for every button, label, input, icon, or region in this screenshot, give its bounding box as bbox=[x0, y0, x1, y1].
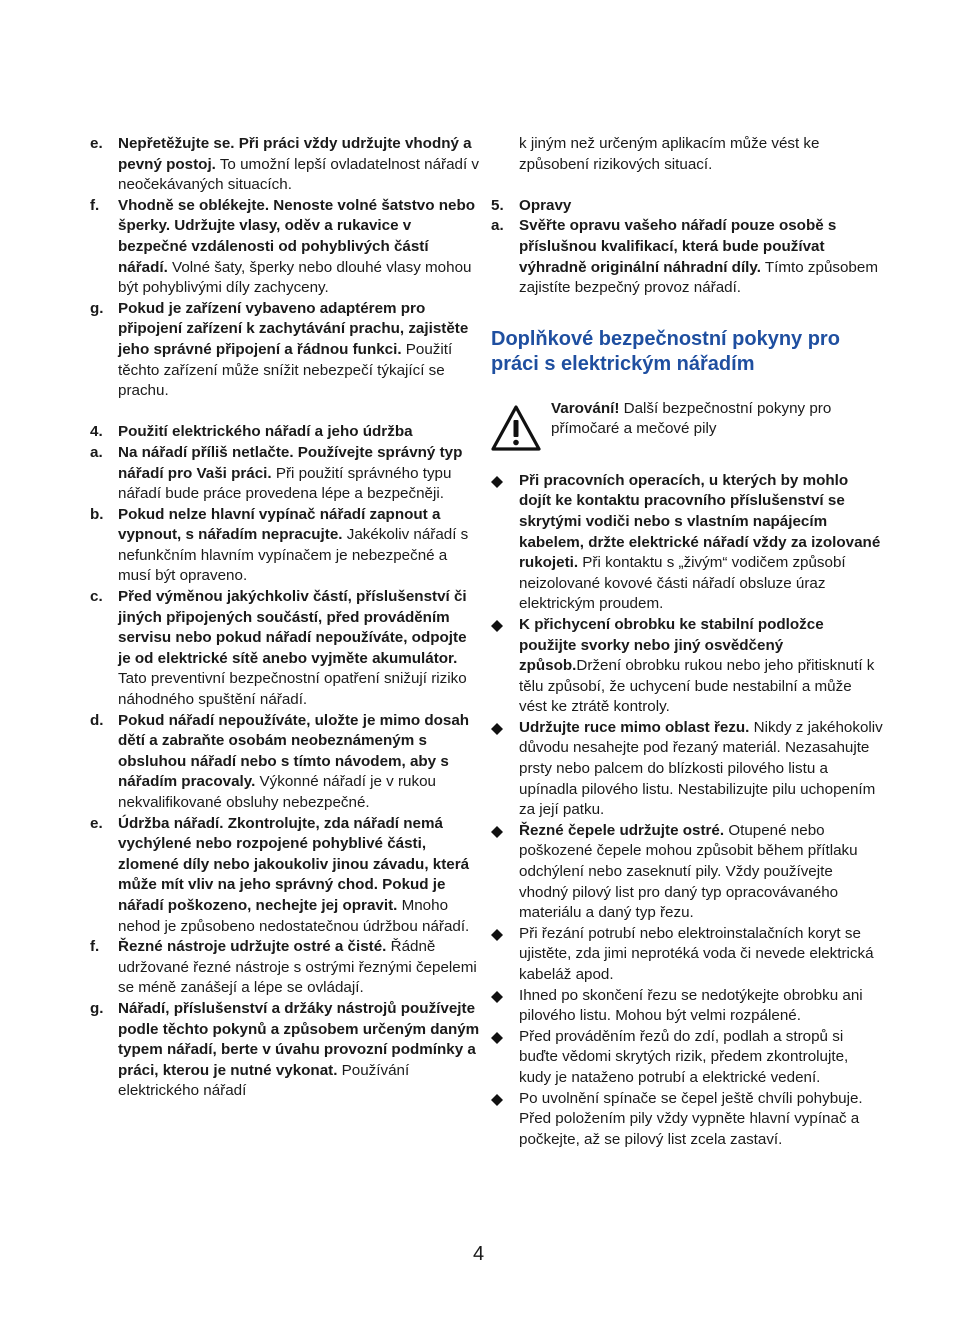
diamond-bullet-icon bbox=[491, 924, 519, 986]
bullet-item bbox=[491, 718, 883, 821]
item-bold-text: Údržba nářadí. Zkontrolujte, zda nářadí nemá vychýlené nebo rozpojené pohyblivé části, zlomené díly nebo jakoukoliv jinou závadu, která může mít vliv na jeho správný chod. Pokud je nářadí poškozeno, nechejte jej opravit. bbox=[118, 814, 470, 914]
bullet-normal-text: Po uvolnění spínače se čepel ještě chvíli pohybuje. Před položením pily vždy vypněte hlavní vypínač a počkejte, až se pilový list zcela zastaví. bbox=[519, 1089, 863, 1148]
section-heading bbox=[90, 422, 482, 443]
warning-label: Varování! bbox=[551, 399, 620, 417]
item-text bbox=[118, 587, 482, 711]
bullet-normal-text: Ihned po skončení řezu se nedotýkejte obrobku ani pilového listu. Mohou být velmi rozpálené. bbox=[519, 986, 863, 1025]
bullet-normal-text: Držení obrobku rukou nebo jeho přitisknutí k tělu způsobí, že uchycení bude nestabilní a může vést ke ztrátě kontroly. bbox=[519, 657, 875, 716]
item-normal-text: Tato preventivní bezpečnostní opatření snižují riziko náhodného spuštění nářadí. bbox=[118, 670, 467, 709]
item-bold-text: Pokud je zařízení vybaveno adaptérem pro připojení zařízení k zachytávání prachu, zajistěte jeho správné připojení a řádnou funkci. bbox=[118, 299, 469, 358]
item-text bbox=[118, 999, 482, 1102]
bullet-text bbox=[519, 718, 883, 821]
item-label: f. bbox=[90, 196, 100, 214]
bullet-list bbox=[491, 471, 883, 1151]
item-bold-text: Vhodně se oblékejte. Nenoste volné šatstvo nebo šperky. Udržujte vlasy, oděv a rukavice v bezpečné vzdálenosti od pohyblivých částí nářadí. bbox=[118, 196, 475, 276]
section-title: Opravy bbox=[519, 196, 572, 214]
item-normal-text: Mnoho nehod je způsobeno nedostatečnou údržbou nářadí. bbox=[118, 896, 470, 935]
item-normal-text: Volné šaty, šperky nebo dlouhé vlasy mohou být pohyblivými díly zachyceny. bbox=[118, 258, 472, 297]
diamond-bullet-icon bbox=[491, 821, 519, 924]
item-label: c. bbox=[90, 588, 103, 606]
bullet-text bbox=[519, 924, 883, 986]
bullet-normal-text: Při řezání potrubí nebo elektroinstalačních koryt se ujistěte, zda jimi neprotéká voda či nevede elektrická kabeláž apod. bbox=[519, 924, 874, 983]
section-number: 4. bbox=[90, 423, 103, 441]
list-item bbox=[491, 216, 883, 298]
bullet-item bbox=[491, 1027, 883, 1089]
bullet-normal-text: Otupené nebo poškozené čepele mohou způsobit během přítlaku odchýlení nebo zaseknutí pily. Vždy používejte vhodný pilový list pro daný typ opracovávaného materiálu a daný typ řezu. bbox=[519, 821, 858, 922]
diamond-bullet-icon bbox=[491, 718, 519, 821]
bullet-bold-text: Udržujte ruce mimo oblast řezu. bbox=[519, 718, 750, 736]
item-text bbox=[118, 505, 482, 587]
item-normal-text: Řádně udržované řezné nástroje s ostrými řeznými čepelemi se méně zanášejí a lépe se ovládají. bbox=[118, 938, 477, 997]
bullet-text bbox=[519, 986, 883, 1027]
item-label: g. bbox=[90, 999, 104, 1017]
item-bold-text: Pokud nářadí nepoužíváte, uložte je mimo dosah dětí a zabraňte osobám neobeznámeným s obsluhou nářadí nebo s tímto návodem, aby s nářadím pracovaly. bbox=[118, 711, 470, 791]
item-bold-text: Nepřetěžujte se. Při práci vždy udržujte vhodný a pevný postoj. bbox=[118, 135, 472, 173]
right-column bbox=[491, 134, 883, 1150]
item-bold-text: Řezné nástroje udržujte ostré a čisté. bbox=[118, 938, 387, 956]
bullet-normal-text: Při kontaktu s „živým“ vodičem způsobí neizolované kovové části nářadí obsluze úraz elektrickým proudem. bbox=[519, 554, 846, 613]
item-label: b. bbox=[90, 505, 104, 523]
item-normal-text: Tímto způsobem zajistíte bezpečný provoz nářadí. bbox=[519, 258, 878, 297]
left-column bbox=[90, 134, 482, 1102]
warning-text bbox=[551, 399, 883, 440]
item-normal-text: Při použití správného typu nářadí bude práce provedena lépe a bezpečněji. bbox=[118, 464, 452, 503]
list-item bbox=[90, 299, 482, 402]
item-bold-text: Nářadí, příslušenství a držáky nástrojů používejte podle těchto pokynů a způsobem určeným daným typem nářadí, berte v úvahu provozní podmínky a práci, kterou je nutné vykonat. bbox=[118, 999, 480, 1079]
item-text bbox=[118, 443, 482, 505]
section-title: Použití elektrického nářadí a jeho údržba bbox=[118, 423, 413, 441]
bullet-normal-text: Nikdy z jakéhokoliv důvodu nesahejte pod řezaný materiál. Nezasahujte prsty nebo palcem do blízkosti pilového listu a upínadla pilového listu. Nestabilizujte pilu uchopením za její patku. bbox=[519, 718, 883, 819]
item-normal-text: To umožní lepší ovladatelnost nářadí v neočekávaných situacích. bbox=[118, 155, 480, 194]
diamond-bullet-icon bbox=[491, 1089, 519, 1151]
bullet-item bbox=[491, 615, 883, 718]
bullet-bold-text: Řezné čepele udržujte ostré. bbox=[519, 821, 725, 839]
item-normal-text: Výkonné nářadí je v rukou nekvalifikované obsluhy nebezpečné. bbox=[118, 773, 436, 811]
bullet-bold-text: Při pracovních operacích, u kterých by mohlo dojít ke kontaktu pracovního příslušenství se skrytými vodiči nebo s vlastním napájecím kabelem, držte elektrické nářadí vždy za izolované rukojeti. bbox=[519, 471, 881, 572]
item-label: f. bbox=[90, 938, 100, 956]
item-label: g. bbox=[90, 299, 104, 317]
bullet-text bbox=[519, 1089, 883, 1151]
bullet-item bbox=[491, 1089, 883, 1151]
item-bold-text: Svěřte opravu vašeho nářadí pouze osobě s příslušnou kvalifikací, která bude používat výhradně originální náhradní díly. bbox=[519, 217, 837, 276]
item-text bbox=[118, 814, 482, 938]
item-label: d. bbox=[90, 711, 104, 729]
item-label: a. bbox=[491, 217, 504, 235]
list-item bbox=[90, 196, 482, 299]
bullet-item bbox=[491, 471, 883, 615]
list-item bbox=[90, 999, 482, 1102]
diamond-bullet-icon bbox=[491, 1027, 519, 1089]
section-number: 5. bbox=[491, 196, 504, 214]
diamond-bullet-icon bbox=[491, 615, 519, 718]
bullet-text bbox=[519, 821, 883, 924]
warning-description: Další bezpečnostní pokyny pro přímočaré a mečové pily bbox=[551, 399, 832, 438]
item-text bbox=[118, 196, 482, 299]
page-number: 4 bbox=[473, 1243, 485, 1265]
item-text bbox=[118, 937, 482, 999]
item-bold-text: Na nářadí příliš netlačte. Používejte správný typ nářadí pro Vaši práci. bbox=[118, 443, 463, 482]
item-label: e. bbox=[90, 135, 103, 152]
diamond-bullet-icon bbox=[491, 986, 519, 1027]
item-normal-text: Jakékoliv nářadí s nefunkčním hlavním vypínačem je nebezpečné a musí být opraveno. bbox=[118, 526, 469, 585]
list-item bbox=[90, 505, 482, 587]
bullet-item bbox=[491, 986, 883, 1027]
item-text bbox=[118, 134, 482, 196]
bullet-normal-text: Před prováděním řezů do zdí, podlah a stropů si buďte vědomi skrytých rizik, předem zkontrolujte, kudy je nataženo potrubí a elektrické vedení. bbox=[519, 1027, 849, 1086]
list-item bbox=[90, 443, 482, 505]
bullet-text bbox=[519, 471, 883, 615]
list-item bbox=[90, 937, 482, 999]
item-label: a. bbox=[90, 443, 103, 461]
bullet-bold-text: K přichycení obrobku ke stabilní podložce použijte svorky nebo jiný osvědčený způsob. bbox=[519, 615, 824, 675]
item-bold-text: Před výměnou jakýchkoliv částí, příslušenství či jiných připojených součástí, před prováděním servisu nebo pokud nářadí nepoužíváte, odpojte je od elektrické sítě anebo vyjměte akumulátor. bbox=[118, 588, 467, 667]
list-item bbox=[90, 814, 482, 938]
item-normal-text: Používání elektrického nářadí bbox=[118, 1061, 410, 1100]
diamond-bullet-icon bbox=[491, 471, 519, 615]
item-label: e. bbox=[90, 814, 103, 832]
item-normal-text: Použití těchto zařízení může snížit nebezpečí týkající se prachu. bbox=[118, 340, 453, 400]
bullet-text bbox=[519, 1027, 883, 1089]
warning-block bbox=[491, 399, 883, 451]
continuation-text: k jiným než určeným aplikacím může vést ke způsobení rizikových situací. bbox=[519, 135, 820, 173]
item-text bbox=[519, 216, 883, 298]
item-bold-text: Pokud nelze hlavní vypínač nářadí zapnout a vypnout, s nářadím nepracujte. bbox=[118, 505, 441, 544]
item-text bbox=[118, 711, 482, 814]
bullet-item bbox=[491, 821, 883, 924]
list-item bbox=[90, 134, 482, 196]
list-item bbox=[90, 711, 482, 814]
list-item bbox=[90, 587, 482, 711]
item-text bbox=[118, 299, 482, 402]
bullet-item bbox=[491, 924, 883, 986]
warning-triangle-icon bbox=[491, 405, 541, 451]
section-heading bbox=[491, 196, 883, 217]
bullet-text bbox=[519, 615, 883, 718]
section-main-heading: Doplňkové bezpečnostní pokyny pro práci s elektrickým nářadím bbox=[491, 327, 840, 375]
